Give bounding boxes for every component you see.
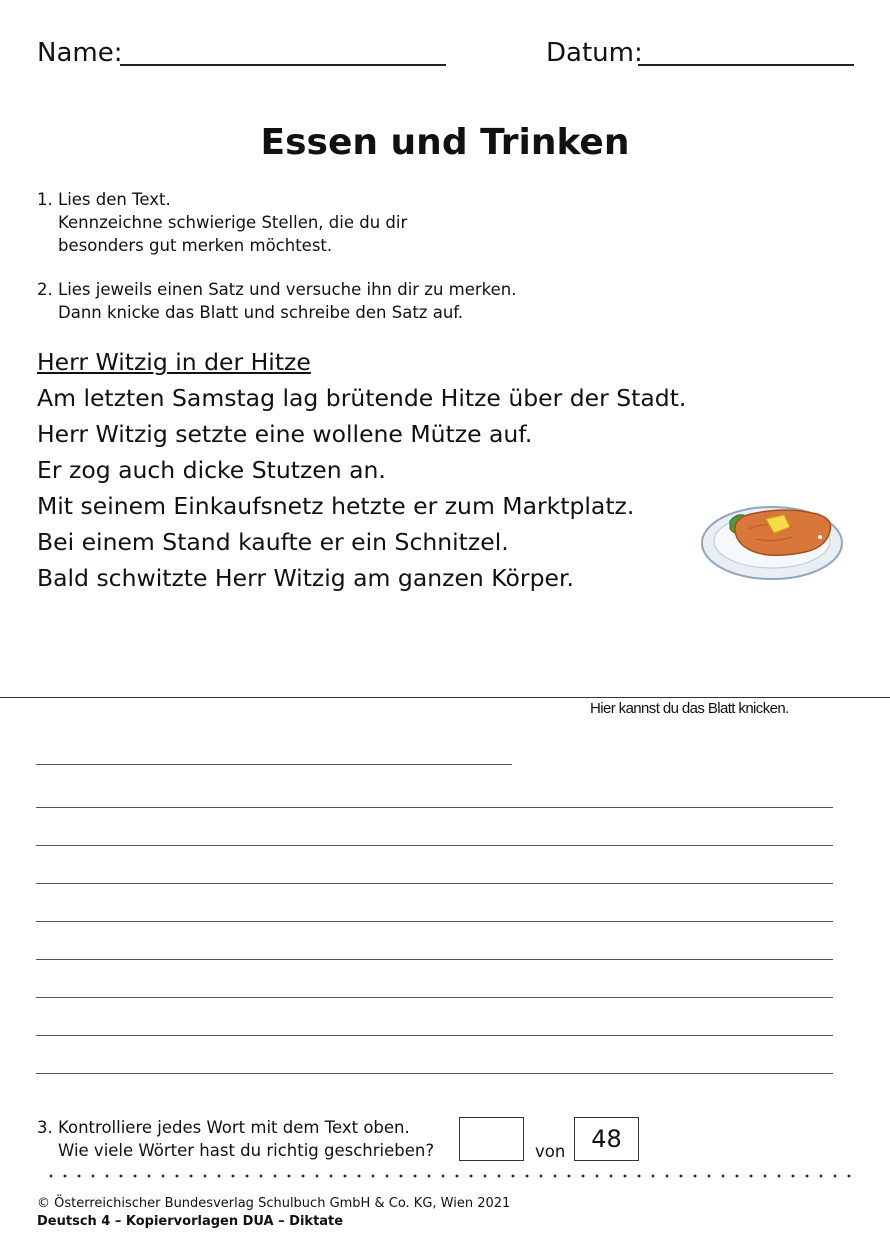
task-3-number: 3. [37, 1118, 53, 1137]
story-line-4: Mit seinem Einkaufsnetz hetzte er zum Marktplatz. [37, 492, 635, 520]
writing-line[interactable] [36, 883, 833, 884]
writing-line[interactable] [36, 1073, 833, 1074]
date-field[interactable] [638, 64, 854, 66]
of-label: von [535, 1142, 566, 1161]
task-2-line-1: Lies jeweils einen Satz und versuche ihn dir zu merken. [58, 280, 517, 299]
footer [37, 1195, 510, 1231]
task-1-number: 1. [37, 190, 53, 209]
task-1-line-2: Kennzeichne schwierige Stellen, die du dir [58, 213, 408, 232]
task-1-line-1: Lies den Text. [58, 190, 171, 209]
correct-count-box[interactable] [459, 1117, 524, 1161]
story-line-6: Bald schwitzte Herr Witzig am ganzen Körper. [37, 564, 574, 592]
total-words-box [574, 1117, 639, 1161]
writing-line[interactable] [36, 997, 833, 998]
task-1-line-3: besonders gut merken möchtest. [58, 236, 333, 255]
schnitzel-plate-illustration [700, 495, 850, 590]
task-2-number: 2. [37, 280, 53, 299]
writing-line[interactable] [36, 959, 833, 960]
task-1 [37, 188, 407, 257]
writing-line[interactable] [36, 1035, 833, 1036]
story-line-1: Am letzten Samstag lag brütende Hitze über der Stadt. [37, 384, 687, 412]
story-line-2: Herr Witzig setzte eine wollene Mütze auf. [37, 420, 533, 448]
name-label: Name: [37, 38, 123, 68]
fold-line [0, 697, 890, 698]
page-title: Essen und Trinken [260, 122, 630, 163]
name-field[interactable] [120, 64, 446, 66]
task-2-line-2: Dann knicke das Blatt und schreibe den Satz auf. [58, 303, 464, 322]
story-line-5: Bei einem Stand kaufte er ein Schnitzel. [37, 528, 509, 556]
fold-hint: Hier kannst du das Blatt knicken. [590, 700, 789, 717]
writing-line[interactable] [36, 921, 833, 922]
story-line-3: Er zog auch dicke Stutzen an. [37, 456, 386, 484]
footer-series: Deutsch 4 – Kopiervorlagen DUA – Diktate [37, 1214, 344, 1229]
task-3-line-1: Kontrolliere jedes Wort mit dem Text oben. [58, 1118, 410, 1137]
date-label: Datum: [546, 38, 643, 68]
task-3 [37, 1116, 434, 1162]
total-words-value: 48 [591, 1125, 622, 1153]
story-heading: Herr Witzig in der Hitze [37, 348, 311, 376]
footer-copyright: © Österreichischer Bundesverlag Schulbuch GmbH & Co. KG, Wien 2021 [37, 1196, 511, 1211]
dictation-text [37, 344, 686, 596]
task-2 [37, 278, 517, 324]
dotted-separator [44, 1172, 854, 1180]
writing-line[interactable] [36, 845, 833, 846]
writing-line[interactable] [36, 807, 833, 808]
task-3-line-2: Wie viele Wörter hast du richtig geschrieben? [58, 1141, 435, 1160]
writing-line[interactable] [36, 764, 512, 765]
